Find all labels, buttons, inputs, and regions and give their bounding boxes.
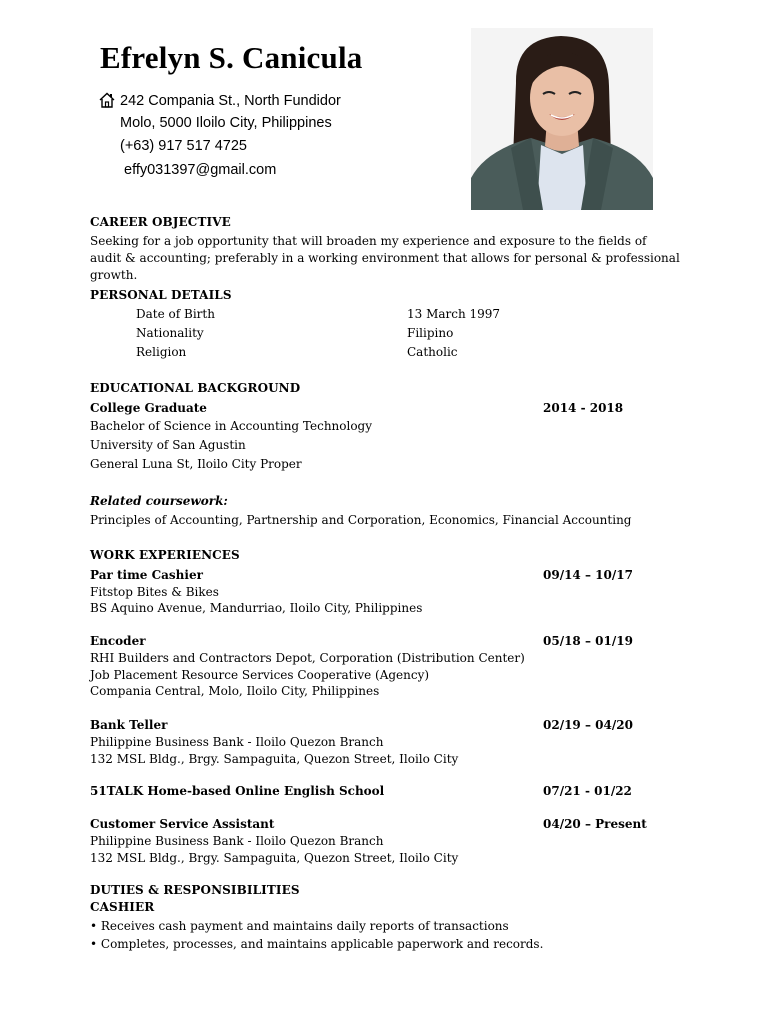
job-title: Bank Teller	[90, 718, 168, 732]
nationality-label: Nationality	[136, 326, 204, 340]
job-detail: RHI Builders and Contractors Depot, Corporation (Distribution Center)	[90, 651, 525, 665]
coursework-label: Related coursework:	[90, 494, 228, 508]
job-title: Encoder	[90, 634, 146, 648]
job-detail: Philippine Business Bank - Iloilo Quezon Branch	[90, 735, 384, 749]
job-title: Customer Service Assistant	[90, 817, 275, 831]
job-dates: 02/19 – 04/20	[543, 718, 633, 732]
job-detail: 132 MSL Bldg., Brgy. Sampaguita, Quezon Street, Iloilo City	[90, 851, 459, 865]
job-dates: 05/18 – 01/19	[543, 634, 633, 648]
education-degree: Bachelor of Science in Accounting Technology	[90, 419, 373, 433]
education-heading: EDUCATIONAL BACKGROUND	[90, 381, 301, 395]
job-detail: 132 MSL Bldg., Brgy. Sampaguita, Quezon Street, Iloilo City	[90, 752, 459, 766]
email-address: effy031397@gmail.com	[124, 162, 277, 178]
job-detail: Fitstop Bites & Bikes	[90, 585, 219, 599]
duties-subheading: CASHIER	[90, 900, 155, 914]
job-title: 51TALK Home-based Online English School	[90, 784, 385, 798]
phone-number: (+63) 917 517 4725	[120, 138, 247, 154]
religion-value: Catholic	[407, 345, 458, 359]
job-detail: Compania Central, Molo, Iloilo City, Philippines	[90, 684, 380, 698]
duties-heading: DUTIES & RESPONSIBILITIES	[90, 883, 300, 897]
address-line-2: Molo, 5000 Iloilo City, Philippines	[120, 115, 332, 131]
home-icon	[98, 91, 116, 109]
job-title: Par time Cashier	[90, 568, 203, 582]
religion-label: Religion	[136, 345, 187, 359]
job-dates: 07/21 - 01/22	[543, 784, 632, 798]
education-years: 2014 - 2018	[543, 401, 624, 415]
coursework-list: Principles of Accounting, Partnership and Corporation, Economics, Financial Accounting	[90, 513, 632, 527]
address-line-1: 242 Compania St., North Fundidor	[120, 93, 341, 109]
resume-name: Efrelyn S. Canicula	[100, 40, 363, 75]
job-dates: 04/20 – Present	[543, 817, 647, 831]
duty-item: • Completes, processes, and maintains applicable paperwork and records.	[90, 937, 544, 951]
nationality-value: Filipino	[407, 326, 454, 340]
duty-item: • Receives cash payment and maintains daily reports of transactions	[90, 919, 509, 933]
career-objective-heading: CAREER OBJECTIVE	[90, 215, 231, 229]
education-title: College Graduate	[90, 401, 207, 415]
dob-label: Date of Birth	[136, 307, 215, 321]
education-school: University of San Agustin	[90, 438, 246, 452]
job-detail: BS Aquino Avenue, Mandurriao, Iloilo City, Philippines	[90, 601, 423, 615]
dob-value: 13 March 1997	[407, 307, 501, 321]
job-detail: Job Placement Resource Services Cooperative (Agency)	[90, 668, 430, 682]
profile-photo	[471, 28, 653, 210]
job-dates: 09/14 – 10/17	[543, 568, 633, 582]
job-detail: Philippine Business Bank - Iloilo Quezon Branch	[90, 834, 384, 848]
career-objective-text: Seeking for a job opportunity that will broaden my experience and exposure to the fields of audit & accounting; preferably in a working environment that allows for personal & professional growth.	[90, 234, 680, 282]
education-address: General Luna St, Iloilo City Proper	[90, 457, 302, 471]
work-heading: WORK EXPERIENCES	[90, 548, 240, 562]
personal-details-heading: PERSONAL DETAILS	[90, 288, 232, 302]
